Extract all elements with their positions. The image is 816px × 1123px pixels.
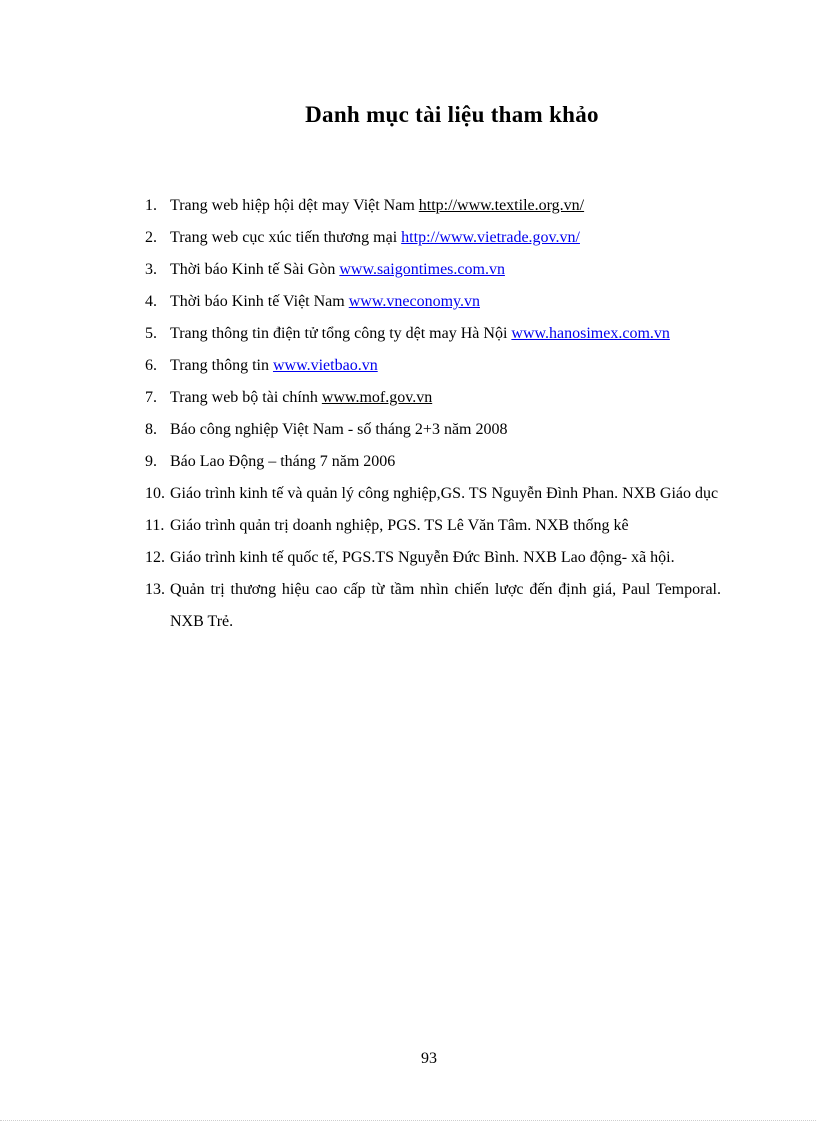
- reference-text: Trang web hiệp hội dệt may Việt Nam: [170, 197, 419, 214]
- reference-text: Quản trị thương hiệu cao cấp từ tầm nhìn chiến lược đến định giá, Paul Temporal. NXB Trẻ.: [170, 581, 721, 630]
- reference-text: Thời báo Kinh tế Sài Gòn: [170, 261, 340, 278]
- reference-number: 6.: [145, 357, 157, 374]
- reference-item: [145, 382, 721, 414]
- reference-item: [145, 190, 721, 222]
- reference-item: [145, 286, 721, 318]
- reference-link[interactable]: http://www.vietrade.gov.vn/: [401, 229, 580, 246]
- reference-number: 11.: [145, 517, 165, 534]
- reference-item: [145, 350, 721, 382]
- reference-text: Giáo trình kinh tế quốc tế, PGS.TS Nguyễn Đức Bình. NXB Lao động- xã hội.: [170, 549, 675, 566]
- reference-item: [145, 574, 721, 638]
- reference-link[interactable]: http://www.textile.org.vn/: [418, 197, 585, 214]
- reference-link[interactable]: www.vietbao.vn: [272, 357, 378, 374]
- reference-number: 9.: [145, 453, 157, 470]
- reference-number: 2.: [145, 229, 157, 246]
- reference-item: [145, 414, 721, 446]
- reference-text: Giáo trình quản trị doanh nghiệp, PGS. TS Lê Văn Tâm. NXB thống kê: [170, 517, 629, 534]
- reference-text: Trang web bộ tài chính: [170, 389, 322, 406]
- reference-link[interactable]: www.hanosimex.com.vn: [511, 325, 670, 342]
- reference-item: [145, 222, 721, 254]
- reference-number: 1.: [145, 197, 157, 214]
- reference-item: [145, 446, 721, 478]
- reference-number: 10.: [145, 485, 165, 502]
- reference-text: Thời báo Kinh tế Việt Nam: [170, 293, 349, 310]
- reference-number: 8.: [145, 421, 157, 438]
- reference-text: Trang thông tin: [170, 357, 273, 374]
- reference-number: 3.: [145, 261, 157, 278]
- reference-text: Trang thông tin điện tử tổng công ty dệt may Hà Nội: [170, 325, 512, 342]
- reference-item: [145, 478, 721, 510]
- reference-number: 4.: [145, 293, 157, 310]
- reference-item: [145, 542, 721, 574]
- reference-number: 13.: [145, 581, 165, 598]
- reference-number: 12.: [145, 549, 165, 566]
- reference-item: [145, 318, 721, 350]
- reference-item: [145, 254, 721, 286]
- reference-number: 7.: [145, 389, 157, 406]
- reference-text: Giáo trình kinh tế và quản lý công nghiệp,GS. TS Nguyễn Đình Phan. NXB Giáo dục: [170, 485, 719, 502]
- reference-item: [145, 510, 721, 542]
- reference-link[interactable]: www.vneconomy.vn: [348, 293, 480, 310]
- reference-list: [145, 190, 721, 638]
- bottom-divider: [0, 1120, 816, 1121]
- reference-text: Trang web cục xúc tiến thương mại: [170, 229, 402, 246]
- reference-number: 5.: [145, 325, 157, 342]
- reference-link[interactable]: www.saigontimes.com.vn: [339, 261, 505, 278]
- reference-link[interactable]: www.mof.gov.vn: [321, 389, 433, 406]
- reference-text: Báo Lao Động – tháng 7 năm 2006: [170, 453, 396, 470]
- page-title: Danh mục tài liệu tham khảo: [305, 102, 599, 127]
- page-number: 93: [421, 1050, 437, 1067]
- reference-text: Báo công nghiệp Việt Nam - số tháng 2+3 năm 2008: [170, 421, 508, 438]
